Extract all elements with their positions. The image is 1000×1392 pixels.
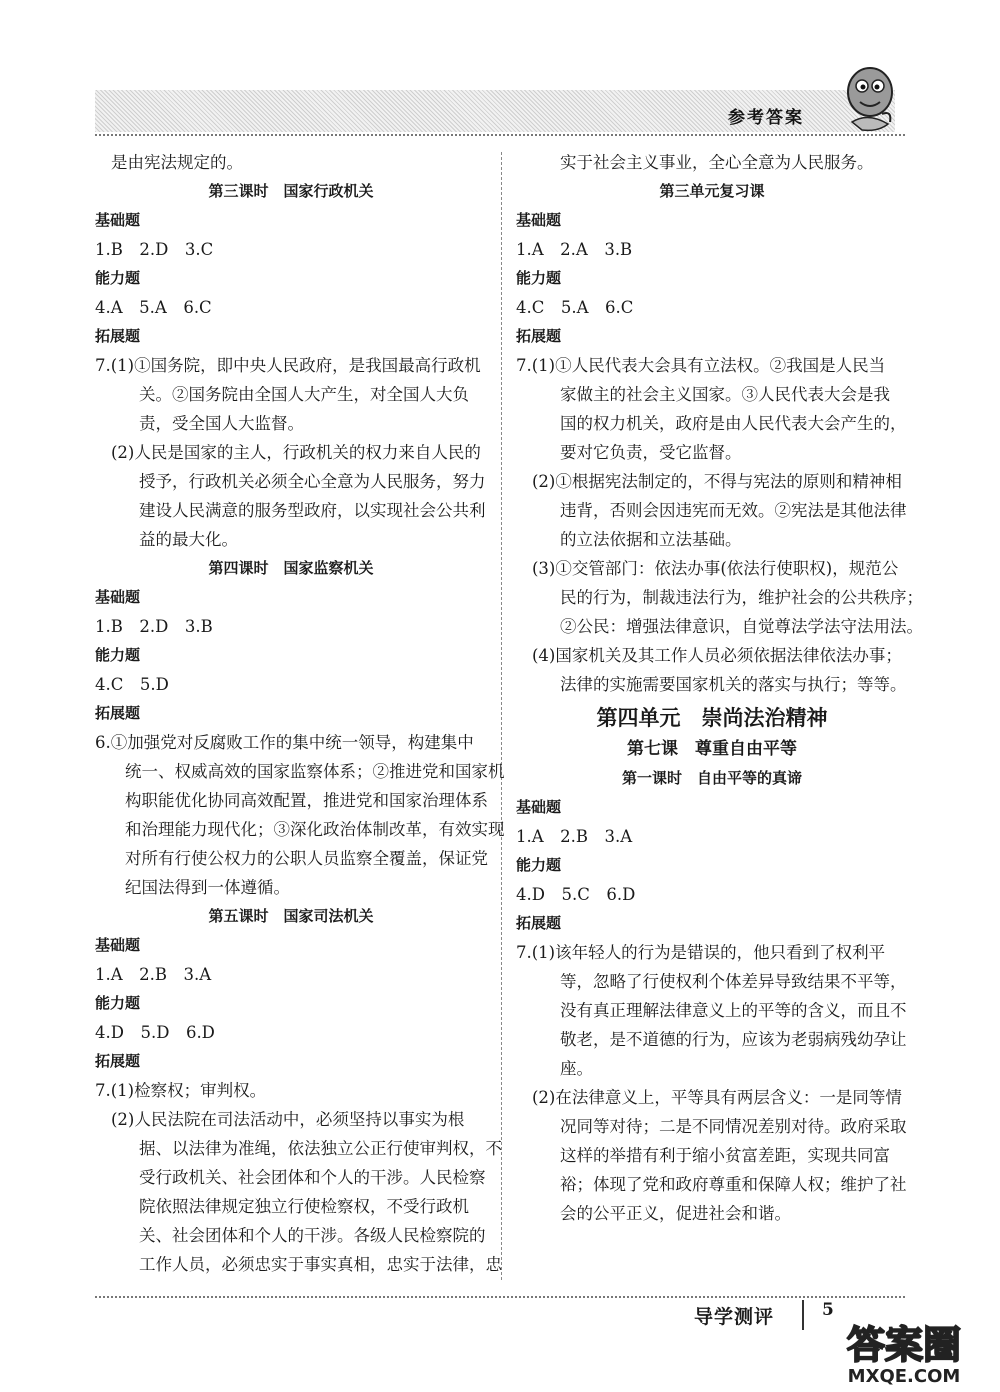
footer-divider (95, 1296, 905, 1298)
question-type: 基础题 (95, 936, 141, 954)
answer-line: 4.D 5.D 6.D (95, 1023, 215, 1042)
header-title: 参考答案 (728, 108, 804, 128)
answer-line: (2)人民是国家的主人，行政机关的权力来自人民的 (111, 443, 481, 462)
answer-line: 1.B 2.D 3.B (95, 617, 213, 636)
question-type: 基础题 (95, 211, 141, 229)
question-type: 能力题 (95, 994, 141, 1012)
answer-line: 敬老，是不道德的行为，应该为老弱病残幼孕让 (560, 1030, 907, 1049)
answer-line: 裕；体现了党和政府尊重和保障人权；维护了社 (560, 1175, 907, 1194)
answer-line: 会的公平正义，促进社会和谐。 (560, 1204, 791, 1223)
answer-line: 7.(1)①国务院，即中央人民政府，是我国最高行政机 (95, 356, 481, 375)
answer-line: 家做主的社会主义国家。③人民代表大会是我 (560, 385, 890, 404)
answer-line: 和治理能力现代化；③深化政治体制改革，有效实现 (125, 820, 505, 839)
column-divider (501, 152, 502, 1280)
section-title: 第四课时 国家监察机关 (208, 559, 374, 577)
answer-line: 1.A 2.A 3.B (516, 240, 633, 259)
answer-line: 况同等对待；二是不同情况差别对待。政府采取 (560, 1117, 907, 1136)
text-line: 实于社会主义事业，全心全意为人民服务。 (560, 153, 874, 172)
answer-line: 1.A 2.B 3.A (95, 965, 212, 984)
answer-line: 纪国法得到一体遵循。 (125, 878, 290, 897)
answer-line: (4)国家机关及其工作人员必须依据法律依法办事； (532, 646, 902, 665)
answer-line: 6.①加强党对反腐败工作的集中统一领导，构建集中 (95, 733, 474, 752)
answer-line: (2)在法律意义上，平等具有两层含义：一是同等情 (532, 1088, 902, 1107)
lesson-title: 第七课 尊重自由平等 (627, 739, 797, 759)
question-type: 拓展题 (95, 1052, 141, 1070)
footer-title: 导学测评 (694, 1306, 775, 1328)
answer-line: 的立法依据和立法基础。 (560, 530, 742, 549)
question-type: 拓展题 (95, 704, 141, 722)
question-type: 基础题 (95, 588, 141, 606)
watermark-url: MXQE.COM (847, 1366, 961, 1386)
text-line: 是由宪法规定的。 (111, 153, 243, 172)
question-type: 基础题 (516, 211, 562, 229)
question-type: 基础题 (516, 798, 562, 816)
answer-line: 1.B 2.D 3.C (95, 240, 214, 259)
answer-line: 1.A 2.B 3.A (516, 827, 633, 846)
section-title: 第三单元复习课 (659, 182, 765, 200)
answer-line: 据、以法律为准绳，依法独立公正行使审判权，不 (139, 1139, 502, 1158)
answer-line: 受行政机关、社会团体和个人的干涉。人民检察 (139, 1168, 486, 1187)
page-number: 5 (822, 1300, 834, 1320)
answer-line: 4.C 5.D (95, 675, 169, 694)
answer-line: 院依照法律规定独立行使检察权，不受行政机 (139, 1197, 469, 1216)
right-column (516, 148, 923, 1228)
left-column (95, 148, 505, 1279)
answer-line: 统一、权威高效的国家监察体系；②推进党和国家机 (125, 762, 505, 781)
answer-line: 这样的举措有利于缩小贫富差距，实现共同富 (560, 1146, 890, 1165)
header-divider (95, 134, 905, 136)
answer-line: 座。 (560, 1059, 593, 1078)
answer-line: 国的权力机关，政府是由人民代表大会产生的， (560, 414, 907, 433)
answer-line: 4.A 5.A 6.C (95, 298, 212, 317)
answer-line: (3)①交管部门：依法办事(依法行使职权)，规范公 (532, 559, 899, 578)
question-type: 能力题 (95, 269, 141, 287)
answer-line: 4.C 5.A 6.C (516, 298, 634, 317)
answer-line: 责，受全国人大监督。 (139, 414, 304, 433)
question-type: 拓展题 (95, 327, 141, 345)
watermark-logo (818, 1318, 990, 1386)
answer-line: (2)①根据宪法制定的，不得与宪法的原则和精神相 (532, 472, 902, 491)
answer-line: 7.(1)①人民代表大会具有立法权。②我国是人民当 (516, 356, 886, 375)
answer-line: 民的行为，制裁违法行为，维护社会的公共秩序； (560, 588, 923, 607)
question-type: 拓展题 (516, 327, 562, 345)
question-type: 能力题 (516, 269, 562, 287)
answer-line: 等，忽略了行使权利个体差异导致结果不平等， (560, 972, 907, 991)
answer-line: 建设人民满意的服务型政府，以实现社会公共利 (139, 501, 486, 520)
question-type: 拓展题 (516, 914, 562, 932)
answer-line: ②公民：增强法律意识，自觉尊法学法守法用法。 (560, 617, 923, 636)
section-title: 第一课时 自由平等的真谛 (621, 769, 802, 787)
answer-line: 关。②国务院由全国人大产生，对全国人大负 (139, 385, 469, 404)
answer-line: 关、社会团体和个人的干涉。各级人民检察院的 (139, 1226, 486, 1245)
unit-title: 第四单元 崇尚法治精神 (596, 706, 828, 730)
answer-line: 授予，行政机关必须全心全意为人民服务，努力 (139, 472, 486, 491)
answer-line: (2)人民法院在司法活动中，必须坚持以事实为根 (111, 1110, 465, 1129)
answer-line: 违背，否则会因违宪而无效。②宪法是其他法律 (560, 501, 907, 520)
question-type: 能力题 (95, 646, 141, 664)
answer-line: 7.(1)该年轻人的行为是错误的，他只看到了权利平 (516, 943, 886, 962)
mascot-icon (838, 62, 900, 134)
footer-separator (802, 1300, 804, 1330)
section-title: 第三课时 国家行政机关 (208, 182, 374, 200)
answer-line: 对所有行使公权力的公职人员监察全覆盖，保证党 (125, 849, 488, 868)
section-title: 第五课时 国家司法机关 (208, 907, 374, 925)
answer-line: 没有真正理解法律意义上的平等的含义，而且不 (560, 1001, 907, 1020)
answer-line: 要对它负责，受它监督。 (560, 443, 742, 462)
watermark-text: 答案圈 (846, 1323, 962, 1367)
answer-line: 工作人员，必须忠实于事实真相，忠实于法律，忠 (139, 1255, 502, 1274)
answer-line: 构职能优化协同高效配置，推进党和国家治理体系 (125, 791, 488, 810)
answer-line: 法律的实施需要国家机关的落实与执行；等等。 (560, 675, 907, 694)
answer-line: 4.D 5.C 6.D (516, 885, 636, 904)
question-type: 能力题 (516, 856, 562, 874)
answer-line: 7.(1)检察权；审判权。 (95, 1081, 267, 1100)
answer-line: 益的最大化。 (139, 530, 238, 549)
